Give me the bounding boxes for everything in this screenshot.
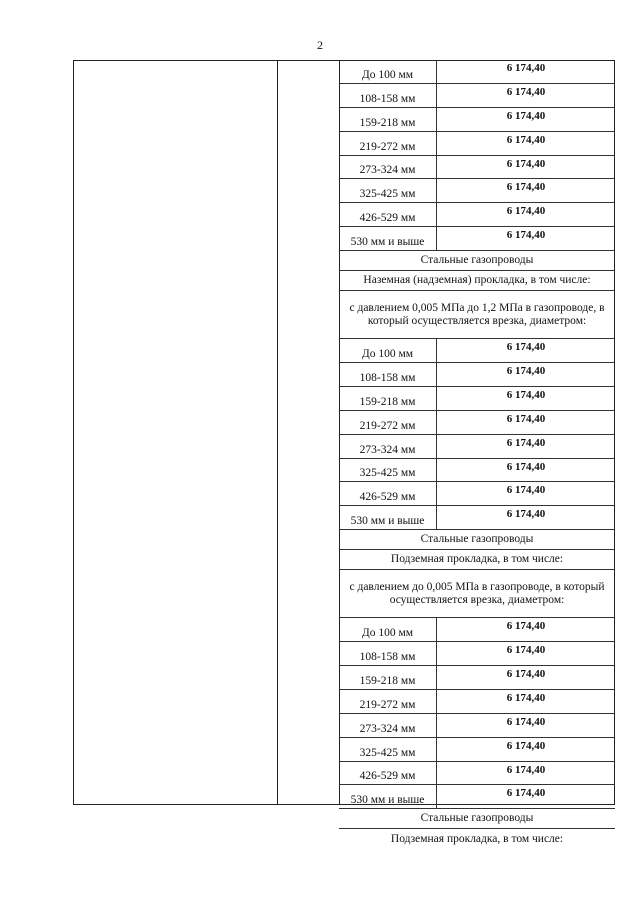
table-row xyxy=(339,179,615,203)
diameter-label: 530 мм и выше xyxy=(339,785,437,808)
table-row xyxy=(339,108,615,132)
diameter-label: 325-425 мм xyxy=(339,459,437,482)
price-value: 6 174,40 xyxy=(506,133,546,146)
section-header: Наземная (надземная) прокладка, в том числе: xyxy=(339,271,615,291)
price-value: 6 174,40 xyxy=(506,620,546,633)
price-value: 6 174,40 xyxy=(506,739,546,752)
table-row xyxy=(339,60,615,84)
diameter-label: 219-272 мм xyxy=(339,690,437,713)
price-value: 6 174,40 xyxy=(506,365,546,378)
table-row xyxy=(339,132,615,156)
diameter-label: 426-529 мм xyxy=(339,203,437,226)
table-rows xyxy=(339,60,615,849)
table-row xyxy=(339,363,615,387)
price-value: 6 174,40 xyxy=(506,484,546,497)
diameter-label: 219-272 мм xyxy=(339,411,437,434)
section-header: с давлением до 0,005 МПа в газопроводе, в который осуществляется врезка, диаметром: xyxy=(339,570,615,618)
price-value: 6 174,40 xyxy=(506,508,546,521)
diameter-label: До 100 мм xyxy=(339,60,437,83)
table-row xyxy=(339,435,615,459)
price-value: 6 174,40 xyxy=(506,787,546,800)
diameter-label: 325-425 мм xyxy=(339,179,437,202)
price-value: 6 174,40 xyxy=(506,436,546,449)
price-value: 6 174,40 xyxy=(506,62,546,74)
diameter-label: 426-529 мм xyxy=(339,762,437,785)
section-header: с давлением 0,005 МПа до 1,2 МПа в газопроводе, в который осуществляется врезка, диаметром: xyxy=(339,291,615,339)
table-row xyxy=(339,666,615,690)
section-header: Подземная прокладка, в том числе: xyxy=(339,550,615,570)
price-value: 6 174,40 xyxy=(506,181,546,194)
diameter-label: До 100 мм xyxy=(339,618,437,641)
diameter-label: 530 мм и выше xyxy=(339,506,437,529)
diameter-label: 325-425 мм xyxy=(339,738,437,761)
table-row xyxy=(339,506,615,530)
table-row xyxy=(339,642,615,666)
price-value: 6 174,40 xyxy=(506,668,546,681)
price-value: 6 174,40 xyxy=(506,763,546,776)
price-value: 6 174,40 xyxy=(506,229,546,242)
price-value: 6 174,40 xyxy=(506,85,546,98)
diameter-label: 219-272 мм xyxy=(339,132,437,155)
diameter-label: До 100 мм xyxy=(339,339,437,362)
page-number: 2 xyxy=(317,38,323,52)
section-header: Стальные газопроводы xyxy=(339,530,615,550)
table-row xyxy=(339,459,615,483)
table-row xyxy=(339,690,615,714)
section-header: Стальные газопроводы xyxy=(339,251,615,271)
table-row xyxy=(339,411,615,435)
price-value: 6 174,40 xyxy=(506,691,546,704)
table-row xyxy=(339,156,615,180)
price-value: 6 174,40 xyxy=(506,644,546,657)
price-value: 6 174,40 xyxy=(506,205,546,218)
diameter-label: 273-324 мм xyxy=(339,435,437,458)
table-row xyxy=(339,227,615,251)
table-row xyxy=(339,785,615,809)
table-row xyxy=(339,618,615,642)
column-divider-1 xyxy=(277,60,278,805)
price-value: 6 174,40 xyxy=(506,460,546,473)
diameter-label: 159-218 мм xyxy=(339,666,437,689)
diameter-label: 426-529 мм xyxy=(339,482,437,505)
table-row xyxy=(339,714,615,738)
table-row xyxy=(339,203,615,227)
diameter-label: 273-324 мм xyxy=(339,714,437,737)
price-value: 6 174,40 xyxy=(506,109,546,122)
table-row xyxy=(339,738,615,762)
table-row xyxy=(339,84,615,108)
price-value: 6 174,40 xyxy=(506,715,546,728)
diameter-label: 108-158 мм xyxy=(339,363,437,386)
price-value: 6 174,40 xyxy=(506,157,546,170)
table-row xyxy=(339,339,615,363)
section-header: Стальные газопроводы xyxy=(339,809,615,829)
diameter-label: 108-158 мм xyxy=(339,642,437,665)
price-value: 6 174,40 xyxy=(506,412,546,425)
section-header: Подземная прокладка, в том числе: xyxy=(390,832,564,845)
diameter-label: 108-158 мм xyxy=(339,84,437,107)
diameter-label: 159-218 мм xyxy=(339,108,437,131)
diameter-label: 159-218 мм xyxy=(339,387,437,410)
table-row xyxy=(339,482,615,506)
table-row xyxy=(339,762,615,786)
diameter-label: 273-324 мм xyxy=(339,156,437,179)
diameter-label: 530 мм и выше xyxy=(339,227,437,250)
price-value: 6 174,40 xyxy=(506,388,546,401)
price-value: 6 174,40 xyxy=(506,341,546,354)
tariff-table xyxy=(73,60,615,845)
table-row xyxy=(339,387,615,411)
